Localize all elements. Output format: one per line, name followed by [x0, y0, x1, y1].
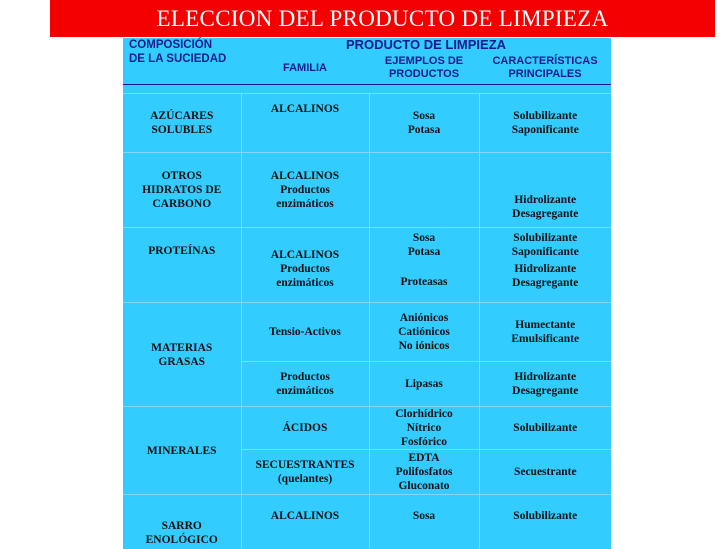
header-ejemplos: EJEMPLOS DE PRODUCTOS	[369, 52, 479, 85]
page-title: ELECCION DEL PRODUCTO DE LIMPIEZA	[50, 0, 715, 37]
header-caracteristicas: CARACTERÍSTICAS PRINCIPALES	[479, 52, 611, 85]
composicion-minerales: MINERALES	[123, 407, 241, 495]
ejemplos-minerales-a: Clorhídrico Nítrico Fosfórico	[369, 407, 479, 450]
composicion-hidratos: OTROS HIDRATOS DE CARBONO	[123, 153, 241, 228]
caracteristicas-proteinas-a: Solubilizante Saponificante	[479, 228, 611, 263]
header-producto: PRODUCTO DE LIMPIEZA	[241, 38, 611, 52]
table-row	[123, 495, 611, 549]
table-row	[123, 228, 611, 263]
header-composicion: COMPOSICIÓN DE LA SUCIEDAD	[123, 38, 241, 85]
familia-hidratos: ALCALINOS Productos enzimáticos	[241, 153, 369, 228]
table-row	[123, 153, 611, 228]
caracteristicas-sarro: Solubilizante	[479, 495, 611, 549]
ejemplos-minerales-b: EDTA Polifosfatos Gluconato	[369, 450, 479, 495]
ejemplos-hidratos	[369, 153, 479, 228]
table-row	[123, 407, 611, 450]
caracteristicas-grasas-b: Hidrolizante Desagregante	[479, 362, 611, 407]
cleaning-product-table	[123, 38, 611, 549]
header-familia: FAMILIA	[241, 52, 369, 85]
familia-proteinas-a: ALCALINOS	[241, 228, 369, 263]
ejemplos-grasas-b: Lipasas	[369, 362, 479, 407]
table-row	[123, 303, 611, 362]
ejemplos-azucares: Sosa Potasa	[369, 94, 479, 153]
familia-minerales-b: SECUESTRANTES (quelantes)	[241, 450, 369, 495]
familia-azucares: ALCALINOS	[241, 94, 369, 153]
ejemplos-grasas-a: Aniónicos Catiónicos No iónicos	[369, 303, 479, 362]
caracteristicas-azucares: Solubilizante Saponificante	[479, 94, 611, 153]
composicion-azucares: AZÚCARES SOLUBLES	[123, 94, 241, 153]
familia-grasas-a: Tensio-Activos	[241, 303, 369, 362]
ejemplos-proteinas-a: Sosa Potasa	[369, 228, 479, 263]
composicion-sarro: SARRO ENOLÓGICO	[123, 495, 241, 549]
header-gap	[123, 85, 611, 94]
caracteristicas-hidratos: Hidrolizante Desagregante	[479, 153, 611, 228]
ejemplos-sarro: Sosa	[369, 495, 479, 549]
ejemplos-proteinas-b: Proteasas	[369, 262, 479, 303]
familia-sarro: ALCALINOS	[241, 495, 369, 549]
composicion-proteinas: PROTEÍNAS	[123, 228, 241, 303]
caracteristicas-proteinas-b: Hidrolizante Desagregante	[479, 262, 611, 303]
table-row	[123, 94, 611, 153]
caracteristicas-minerales-b: Secuestrante	[479, 450, 611, 495]
familia-grasas-b: Productos enzimáticos	[241, 362, 369, 407]
composicion-grasas: MATERIAS GRASAS	[123, 303, 241, 407]
familia-proteinas-b: Productos enzimáticos	[241, 262, 369, 303]
caracteristicas-grasas-a: Humectante Emulsificante	[479, 303, 611, 362]
caracteristicas-minerales-a: Solubilizante	[479, 407, 611, 450]
familia-minerales-a: ÁCIDOS	[241, 407, 369, 450]
